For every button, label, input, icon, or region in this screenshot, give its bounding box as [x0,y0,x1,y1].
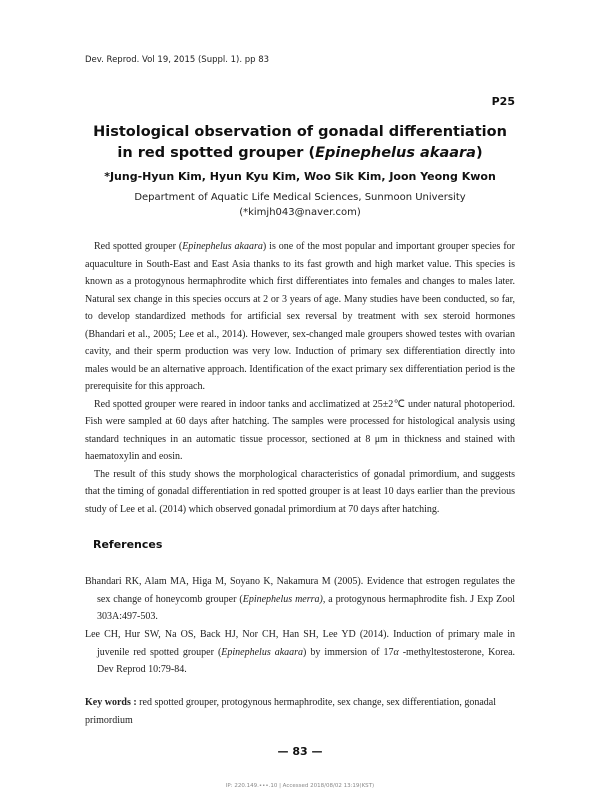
references-heading: References [93,538,163,551]
reference-1-species: Epinephelus merra), [242,593,326,605]
authors: *Jung-Hyun Kim, Hyun Kyu Kim, Woo Sik Kim, Joon Yeong Kwon [104,170,496,183]
reference-2-alpha: α [393,646,399,658]
title-species: Epinephelus akaara [315,145,476,161]
reference-1-start: Bhandari RK, Alam MA, Higa M, Soyano K, Nakamura M (2005). Evidence that estrogen regulates the sex change of honeycomb grouper ( [85,576,515,605]
access-footer: IP: 220.149.•••.10 | Accessed 2018/08/02 13:19(KST) [225,783,375,789]
paragraph-3: The result of this study shows the morphological characteristics of gonadal primordium, and suggests that the timing of gonadal differentiation in red spotted grouper is at least 10 days earlier than the previous study of Lee et al. (2014) which observed gonadal primordium at 70 days after hatching. [85,468,515,515]
keywords-label: Key words : [85,697,137,708]
affiliation [60,190,540,220]
paragraph-1-species: Epinephelus akaara [182,241,263,252]
reference-2-mid: ) by immersion of 17 [303,646,394,658]
reference-2-rest: -methyltestosterone, Korea. Dev Reprod 10:79-84. [97,646,516,675]
paper-code: P25 [491,95,515,108]
reference-2 [85,626,515,679]
title-suffix: ) [475,145,483,161]
paragraph-2: Red spotted grouper were reared in indoor tanks and acclimatized at 25±2℃ under natural photoperiod. Fish were sampled at 60 days after hatching. The samples were processed for histological analysis using standard techniques in an automatic tissue processor, sectioned at 8 μm in thickness and stained with haematoxylin and eosin. [85,398,515,462]
affiliation-email: (*kimjh043@naver.com) [239,207,361,218]
paragraph-1 [85,238,515,396]
title-prefix: in red spotted grouper ( [117,145,316,161]
paragraph-1-rest: ) is one of the most popular and important grouper species for aquaculture in South-East and East Asia thanks to its fast growth and high market value. This species is known as a protogynous hermaphrodite which first differentiates into females and changes to males later. Natural sex change in this species occurs at 2 or 3 years of age. Many studies have been conducted, so far, to develop standardized methods for artificial sex reversal by treatment with sex steroid hormones (Bhandari et al., 2005; Lee et al., 2014). However, sex-changed male groupers showed testes with ovarian cavity, and their sperm production was very low. Induction of primary sex differentiation directly into males would be an alternative approach. Identification of the exact primary sex differentiation period is the prerequisite for this approach. [85,241,516,392]
journal-header: Dev. Reprod. Vol 19, 2015 (Suppl. 1). pp 83 [85,55,270,65]
page-number: — 83 — [277,745,323,758]
title-line-2 [60,143,540,164]
title-line-1: Histological observation of gonadal differentiation [93,124,507,140]
keywords-text: red spotted grouper, protogynous hermaphrodite, sex change, sex differentiation, gonadal primordium [85,697,496,726]
affiliation-line: Department of Aquatic Life Medical Sciences, Sunmoon University [134,192,466,203]
paragraph-1-start: Red spotted grouper ( [94,241,183,252]
reference-1 [85,573,515,626]
keywords [85,694,515,729]
abstract-body [85,238,515,518]
reference-2-start: Lee CH, Hur SW, Na OS, Back HJ, Nor CH, Han SH, Lee YD (2014). Induction of primary male in juvenile red spotted grouper ( [85,629,515,658]
paper-title [60,122,540,164]
reference-2-species: Epinephelus akaara [221,646,304,658]
reference-1-rest: a protogynous hermaphrodite fish. J Exp Zool 303A:497-503. [97,593,515,622]
